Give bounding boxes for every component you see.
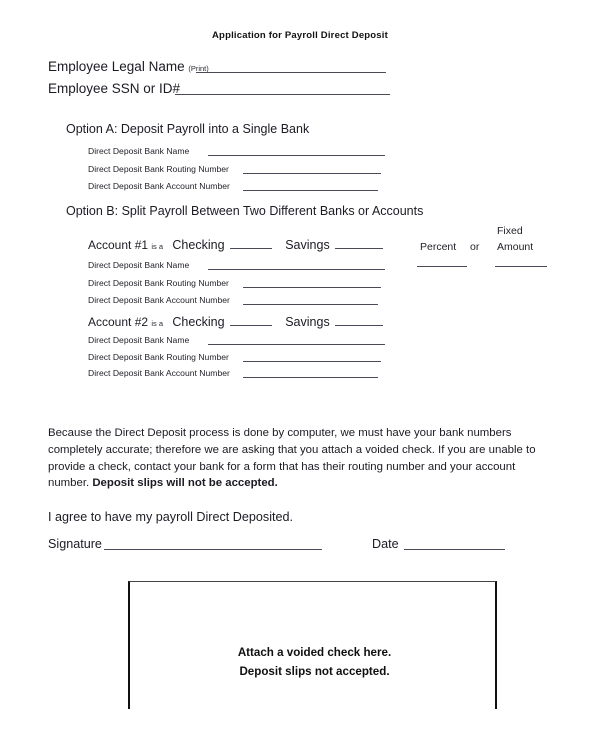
account-2-label: Account #2 <box>88 314 149 329</box>
page-title: Application for Payroll Direct Deposit <box>212 30 388 41</box>
account-2-row <box>88 315 383 328</box>
option-a-field-account-input[interactable] <box>243 190 378 191</box>
attach-check-instruction-line2: Deposit slips not accepted. <box>239 665 390 678</box>
account-2-routing-input[interactable] <box>243 361 381 362</box>
account-2-checking-label: Checking <box>172 314 225 329</box>
account-1-account-number-label: Direct Deposit Bank Account Number <box>88 295 230 305</box>
account-1-account-number-input[interactable] <box>243 304 378 305</box>
account-1-bank-name-label: Direct Deposit Bank Name <box>88 260 190 270</box>
agreement-statement: I agree to have my payroll Direct Deposited. <box>48 510 293 524</box>
account-1-label: Account #1 <box>88 237 149 252</box>
account-2-routing-label: Direct Deposit Bank Routing Number <box>88 352 229 362</box>
employee-legal-name-row <box>48 60 209 74</box>
account-2-account-number-label: Direct Deposit Bank Account Number <box>88 368 230 378</box>
fixed-amount-header-line2: Amount <box>497 241 534 253</box>
account-1-row <box>88 238 383 251</box>
option-a-field-bank-name-input[interactable] <box>208 155 385 156</box>
account-1-is-a-text: is a <box>151 241 164 251</box>
signature-label: Signature <box>48 537 102 551</box>
option-a-heading: Option A: Deposit Payroll into a Single Bank <box>66 122 310 136</box>
fixed-amount-value-input[interactable] <box>495 266 547 267</box>
account-2-bank-name-input[interactable] <box>208 344 385 345</box>
account-1-routing-label: Direct Deposit Bank Routing Number <box>88 278 229 288</box>
account-2-checking-checkbox[interactable] <box>230 315 272 326</box>
employee-ssn-input[interactable] <box>175 94 390 95</box>
account-2-account-number-input[interactable] <box>243 377 378 378</box>
account-1-savings-label: Savings <box>285 237 330 252</box>
fixed-amount-header-line1: Fixed <box>497 225 523 237</box>
option-a-field-bank-name-label: Direct Deposit Bank Name <box>88 146 190 156</box>
account-1-checking-label: Checking <box>172 237 225 252</box>
account-2-savings-label: Savings <box>285 314 330 329</box>
notice-text: Because the Direct Deposit process is done by computer, we must have your bank numbers completely accurate; therefore we are asking that you attach a voided check. If you are unable to provide a check, contact your bank for a form that has their routing number and your account number. <box>48 427 536 490</box>
date-input[interactable] <box>404 549 505 550</box>
account-1-routing-input[interactable] <box>243 287 381 288</box>
signature-input[interactable] <box>104 549 322 550</box>
account-2-is-a-text: is a <box>151 318 164 328</box>
option-a-field-routing-input[interactable] <box>243 173 381 174</box>
percent-or-separator: or <box>470 241 480 253</box>
option-b-heading: Option B: Split Payroll Between Two Different Banks or Accounts <box>66 204 424 218</box>
account-2-savings-checkbox[interactable] <box>335 315 383 326</box>
account-1-bank-name-input[interactable] <box>208 269 385 270</box>
notice-emphasis: Deposit slips will not be accepted. <box>92 477 278 490</box>
percent-column-header: Percent <box>420 241 457 253</box>
voided-check-attach-area[interactable] <box>128 581 497 709</box>
option-a-field-routing-label: Direct Deposit Bank Routing Number <box>88 164 229 174</box>
employee-legal-name-input[interactable] <box>196 72 386 73</box>
option-a-field-account-label: Direct Deposit Bank Account Number <box>88 181 230 191</box>
date-label: Date <box>372 537 399 551</box>
direct-deposit-notice <box>48 425 556 491</box>
attach-check-instruction-line1: Attach a voided check here. <box>237 646 392 659</box>
percent-value-input[interactable] <box>417 266 467 267</box>
account-2-bank-name-label: Direct Deposit Bank Name <box>88 335 190 345</box>
account-1-checking-checkbox[interactable] <box>230 238 272 249</box>
employee-ssn-label: Employee SSN or ID# <box>48 81 181 96</box>
employee-legal-name-print-hint: (Print) <box>188 64 209 73</box>
employee-legal-name-label: Employee Legal Name <box>48 59 185 74</box>
account-1-savings-checkbox[interactable] <box>335 238 383 249</box>
